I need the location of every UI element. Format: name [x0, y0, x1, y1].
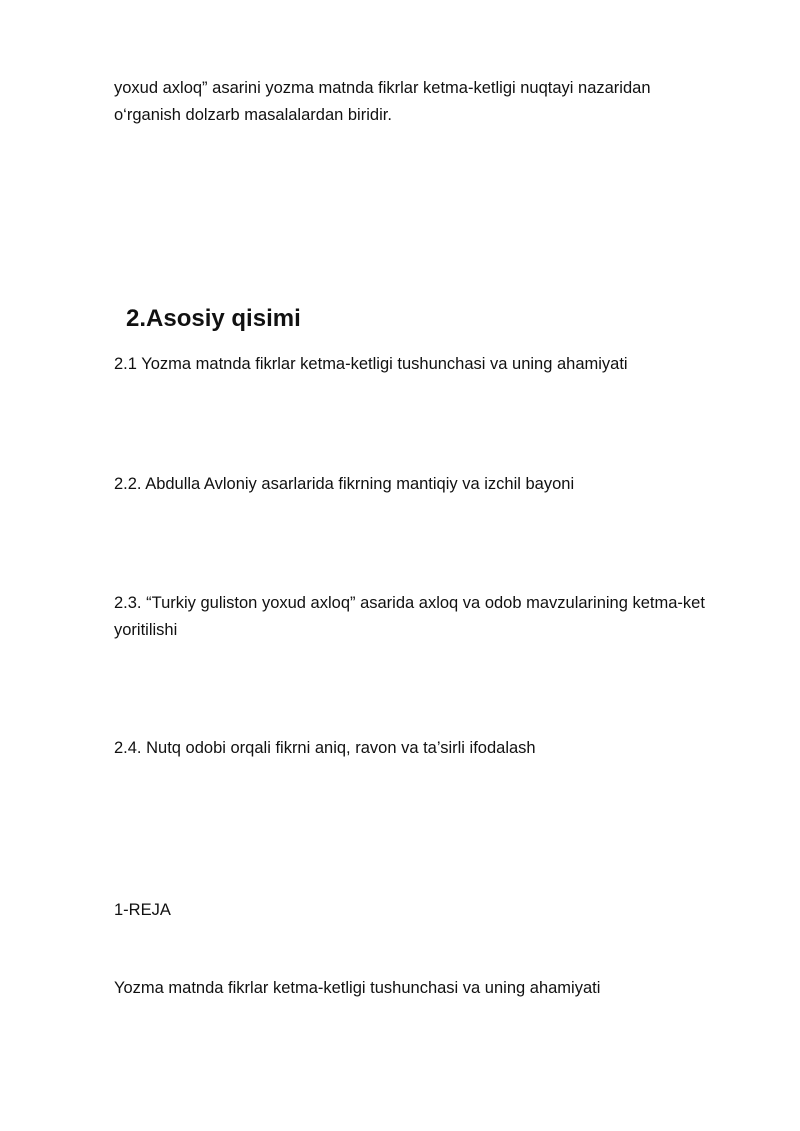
plan-title: Yozma matnda fikrlar ketma-ketligi tushunchasi va uning ahamiyati — [114, 979, 601, 997]
subsection-2-2: 2.2. Abdulla Avloniy asarlarida fikrning mantiqiy va izchil bayoni — [114, 475, 575, 493]
section-heading: 2.Asosiy qisimi — [126, 305, 301, 332]
intro-text-line-1: yoxud axloq” asarini yozma matnda fikrlar ketma-ketligi nuqtayi nazaridan — [114, 79, 651, 97]
plan-label: 1-REJA — [114, 901, 171, 919]
subsection-2-3-line-2: yoritilishi — [114, 621, 178, 639]
intro-text-line-2: o‘rganish dolzarb masalalardan biridir. — [114, 106, 392, 124]
subsection-2-4: 2.4. Nutq odobi orqali fikrni aniq, ravon va ta’sirli ifodalash — [114, 739, 536, 757]
subsection-2-1: 2.1 Yozma matnda fikrlar ketma-ketligi tushunchasi va uning ahamiyati — [114, 355, 628, 373]
subsection-2-3-line-1: 2.3. “Turkiy guliston yoxud axloq” asarida axloq va odob mavzularining ketma-ket — [114, 594, 705, 612]
